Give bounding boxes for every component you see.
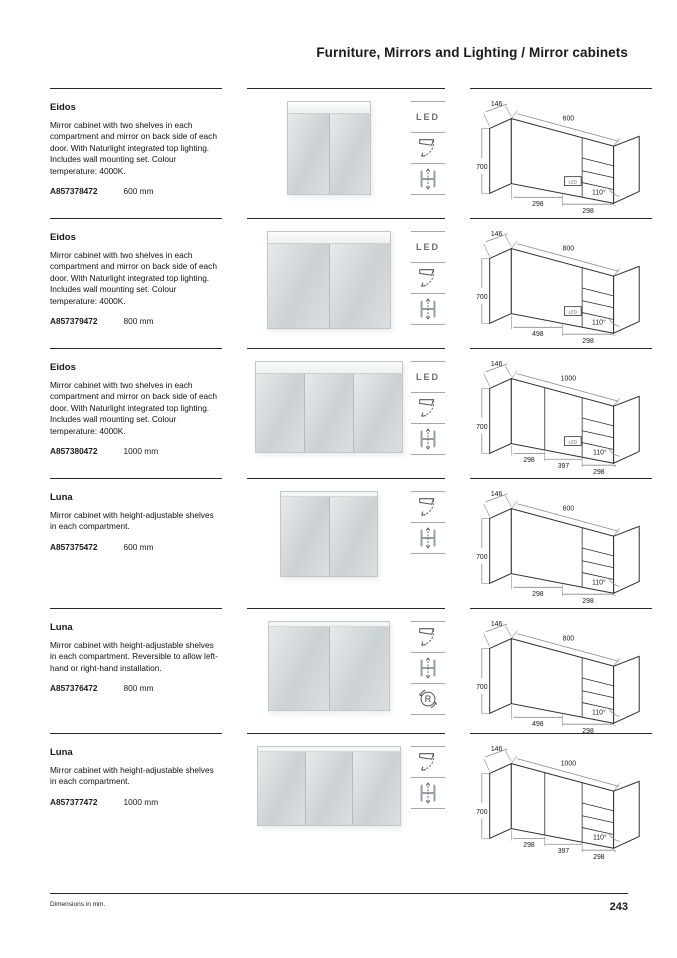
door-swing-icon [411,622,445,652]
segment-dim-label: 298 [532,201,544,209]
adjustable-shelf-icon [411,523,445,553]
depth-dim-label: 146 [490,100,503,108]
product-media [247,608,445,742]
product-size: 1000 mm [123,446,159,457]
segment-dim-label: 298 [593,854,605,862]
product-row [50,88,630,222]
product-row [50,608,630,742]
product-reference-line [50,683,222,693]
adjustable-shelf-icon [411,164,445,194]
dimension-drawing [470,478,652,612]
angle-label: 110° [592,709,606,717]
product-info [50,348,222,482]
mirror-door [329,244,391,328]
product-photo-area [247,609,411,711]
product-photo [287,101,371,195]
product-ref-code: A857378472 [50,186,98,197]
svg-text:R: R [424,694,432,705]
feature-icons [411,101,445,195]
product-photo [280,491,378,577]
width-dim-label: 600 [562,115,575,123]
product-info [50,88,222,222]
product-photo-area [247,734,411,826]
width-dim-label: 800 [562,635,575,643]
angle-label: 110° [592,579,606,587]
product-row [50,218,630,352]
product-photo [268,621,390,711]
product-size: 1000 mm [123,796,159,807]
feature-icons [411,746,445,809]
angle-label: 110° [593,449,607,457]
product-ref-code: A857376472 [50,683,98,694]
product-description: Mirror cabinet with height-adjustable shelves in each compartment. Reversible to allow left-hand or right-hand installation. [50,640,218,673]
product-ref-code: A857377472 [50,796,98,807]
door-swing-icon [411,263,445,293]
segment-dim-label: 298 [582,728,594,736]
dimension-drawing [470,218,652,352]
mirror-door [353,374,402,452]
product-info [50,218,222,352]
dimensions-note: Dimensions in mm. [50,901,106,908]
mirror-door [256,374,304,452]
mirror-door [329,114,371,194]
product-media [247,218,445,352]
mirror-door [305,752,353,825]
adjustable-shelf-icon [411,294,445,324]
height-dim-label: 700 [476,163,488,171]
product-media [247,348,445,482]
led-lighting-icon: LED [416,112,440,122]
mirror-door [352,752,400,825]
angle-label: 110° [592,189,606,197]
product-media [247,733,445,867]
product-reference-line [50,316,222,326]
product-photo [255,361,403,453]
mirror-door [304,374,353,452]
mirror-door [288,114,329,194]
light-strip [288,102,370,114]
door-swing-icon [411,747,445,777]
product-size: 600 mm [123,541,154,552]
product-reference-line [50,186,222,196]
led-marker: LED [568,179,578,185]
segment-dim-label: 298 [593,469,605,477]
door-swing-icon [411,393,445,423]
product-name: Luna [50,492,73,503]
dimension-drawing [470,608,652,742]
mirror-door [329,627,390,710]
adjustable-shelf-icon [411,778,445,808]
width-dim-label: 800 [562,245,575,253]
segment-dim-label: 298 [582,338,594,346]
feature-icons [411,621,445,715]
product-info [50,608,222,742]
width-dim-label: 1000 [560,375,577,383]
product-name: Luna [50,622,73,633]
product-photo [267,231,391,329]
feature-icons [411,361,445,455]
led-marker: LED [568,439,578,445]
segment-dim-label: 397 [557,848,570,856]
feature-icons [411,231,445,325]
angle-label: 110° [593,834,607,842]
light-strip [268,232,390,244]
segment-dim-label: 298 [582,598,594,606]
product-description: Mirror cabinet with height-adjustable shelves in each compartment. [50,765,214,787]
product-description: Mirror cabinet with two shelves in each compartment and mirror on back side of each door. With Naturlight integrated top lighting. Includes wall mounting set. Colour temperature: 4000K. [50,250,217,306]
segment-dim-label: 298 [523,457,535,465]
product-size: 600 mm [123,186,154,197]
depth-dim-label: 146 [490,745,503,753]
depth-dim-label: 146 [490,490,503,498]
led-marker: LED [568,309,578,315]
product-info [50,733,222,867]
mirror-door [268,244,329,328]
dimension-drawing [470,733,652,867]
door-swing-icon [411,492,445,522]
page-footer [50,893,628,913]
segment-dim-label: 498 [532,721,544,729]
led-lighting-icon: LED [416,372,440,382]
product-description: Mirror cabinet with height-adjustable shelves in each compartment. [50,510,214,532]
adjustable-shelf-icon [411,424,445,454]
segment-dim-label: 298 [523,842,535,850]
product-name: Eidos [50,232,76,243]
height-dim-label: 700 [476,553,488,561]
mirror-door [281,497,329,576]
product-row [50,348,630,482]
width-dim-label: 600 [562,505,575,513]
product-ref-code: A857380472 [50,446,98,457]
dimension-drawing [470,348,652,482]
width-dim-label: 1000 [560,760,577,768]
mirror-door [269,627,329,710]
depth-dim-label: 146 [490,620,503,628]
product-reference-line [50,446,222,456]
product-name: Eidos [50,362,76,373]
mirror-door [329,497,378,576]
height-dim-label: 700 [476,293,488,301]
door-swing-icon [411,133,445,163]
product-photo-area [247,349,411,453]
product-media [247,478,445,612]
product-row [50,478,630,612]
product-ref-code: A857379472 [50,316,98,327]
feature-icons [411,491,445,554]
page-title: Furniture, Mirrors and Lighting / Mirror cabinets [316,45,628,60]
product-size: 800 mm [123,316,154,327]
product-media [247,88,445,222]
light-strip [256,362,402,374]
page-number: 243 [609,901,628,913]
angle-label: 110° [592,319,606,327]
depth-dim-label: 146 [490,230,503,238]
height-dim-label: 700 [476,808,488,816]
product-description: Mirror cabinet with two shelves in each compartment and mirror on back side of each door. With Naturlight integrated top lighting. Includes wall mounting set. Colour temperature: 4000K. [50,120,217,176]
product-name: Eidos [50,102,76,113]
product-photo-area [247,479,411,577]
product-photo-area [247,89,411,195]
segment-dim-label: 397 [557,463,570,471]
segment-dim-label: 298 [582,208,594,216]
height-dim-label: 700 [476,683,488,691]
product-row [50,733,630,867]
reversible-icon [411,684,445,714]
height-dim-label: 700 [476,423,488,431]
segment-dim-label: 498 [532,331,544,339]
product-info [50,478,222,612]
product-name: Luna [50,747,73,758]
depth-dim-label: 146 [490,360,503,368]
adjustable-shelf-icon [411,653,445,683]
product-ref-code: A857375472 [50,541,98,552]
mirror-door [258,752,305,825]
product-reference-line [50,542,222,552]
product-reference-line [50,797,222,807]
segment-dim-label: 298 [532,591,544,599]
product-photo-area [247,219,411,329]
product-description: Mirror cabinet with two shelves in each compartment and mirror on back side of each door. With Naturlight integrated top lighting. Includes wall mounting set. Colour temperature: 4000K. [50,380,217,436]
dimension-drawing [470,88,652,222]
led-lighting-icon: LED [416,242,440,252]
product-photo [257,746,401,826]
product-size: 800 mm [123,683,154,694]
